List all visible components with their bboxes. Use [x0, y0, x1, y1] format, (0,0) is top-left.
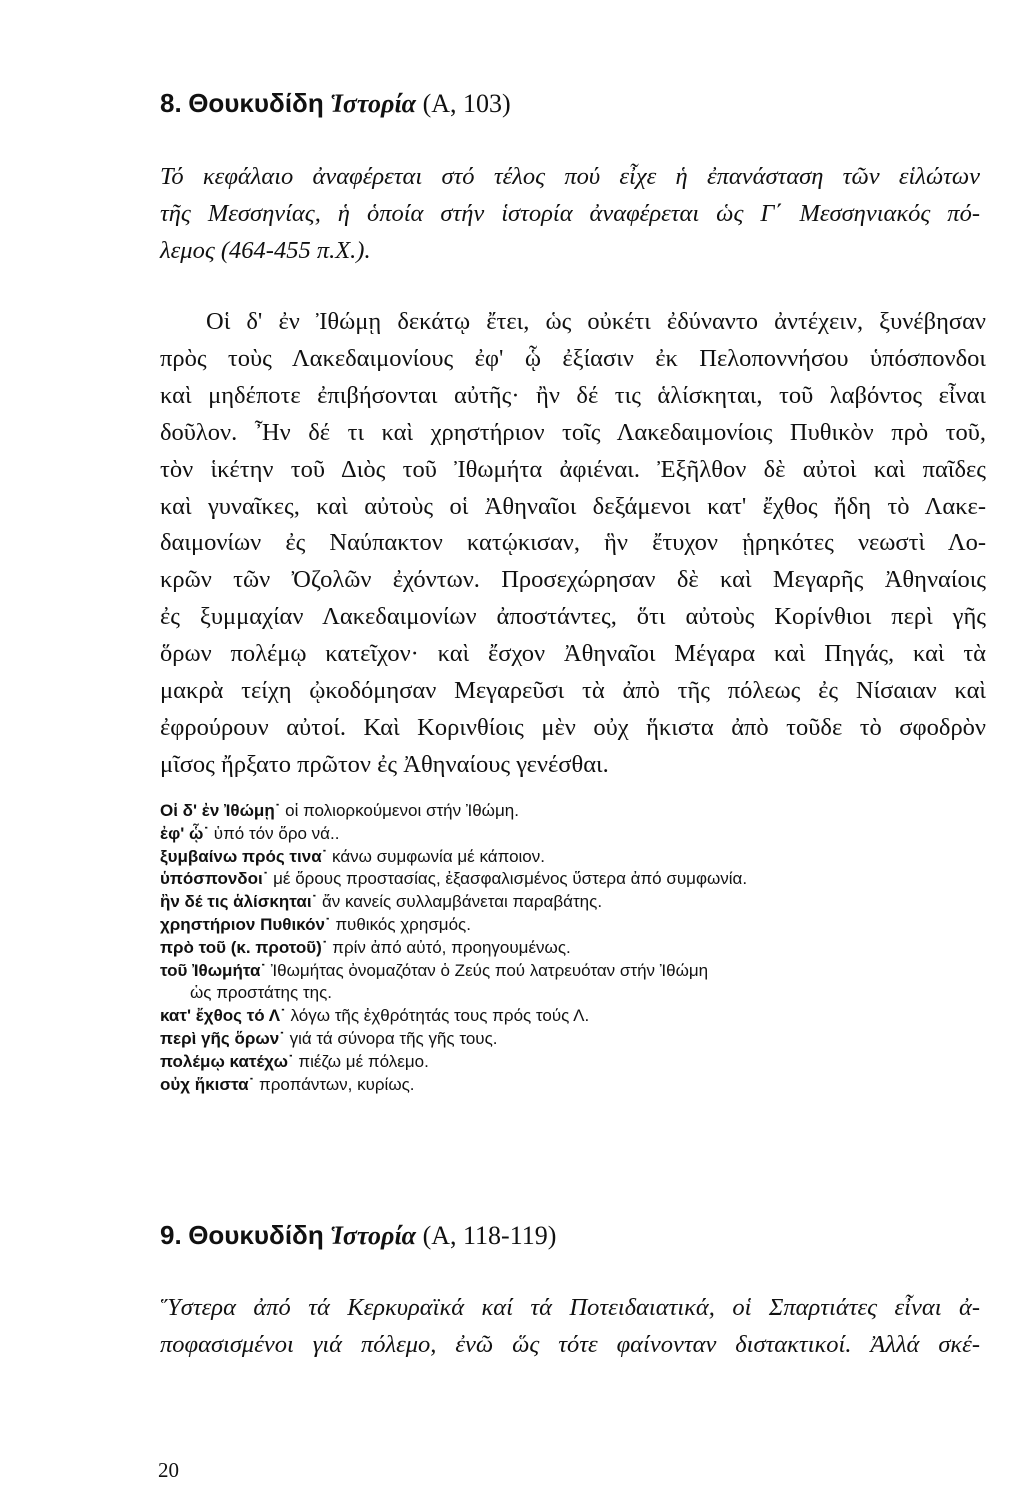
text-line: τὸν ἱκέτην τοῦ Διὸς τοῦ Ἰθωμήτα ἀφιέναι. Ἐξῆλθον δὲ αὐτοὶ καὶ παῖδες	[160, 455, 986, 483]
glossary-entry	[160, 823, 990, 846]
glossary-definition: οἱ πολιορκούμενοι στήν Ἰθώμη.	[285, 801, 519, 820]
glossary-term: πολέμῳ κατέχω˙	[160, 1051, 294, 1071]
text-line: ἐς ξυμμαχίαν Λακεδαιμονίων ἀποστάντες, ὅτι αὐτοὺς Κορίνθιοι περὶ γῆς	[160, 603, 986, 631]
section-9-reference: (Α, 118-119)	[422, 1221, 557, 1250]
glossary-entry	[160, 1051, 990, 1074]
glossary-term: ὑπόσπονδοι˙	[160, 869, 269, 889]
glossary-term: οὐχ ἥκιστα˙	[160, 1074, 255, 1094]
glossary-definition: κάνω συμφωνία μέ κάποιον.	[332, 846, 545, 866]
glossary-definition: πρίν ἀπό αὐτό, προηγουμένως.	[332, 937, 571, 957]
glossary-term: πρὸ τοῦ (κ. προτοῦ)˙	[160, 937, 328, 957]
glossary-definition: ἄν κανείς συλλαμβάνεται παραβάτης.	[321, 892, 603, 912]
intro-line: Τό κεφάλαιο ἀναφέρεται στό τέλος πού εἶχε ἡ ἐπανάσταση τῶν εἱλώτων	[160, 163, 980, 190]
intro-line: λεμος (464-455 π.Χ.).	[160, 237, 371, 264]
glossary-definition: γιά τά σύνορα τῆς γῆς τους.	[289, 1028, 498, 1048]
text-line: δοῦλον. Ἦν δέ τι καὶ χρηστήριον τοῖς Λακεδαιμονίοις Πυθικὸν πρὸ τοῦ,	[160, 418, 986, 446]
section-9-author: Θουκυδίδη	[188, 1220, 324, 1250]
glossary-term: χρηστήριον Πυθικόν˙	[160, 914, 331, 934]
section-8-heading	[160, 88, 511, 119]
text-line: πρὸς τοὺς Λακεδαιμονίους ἐφ' ᾧ ἐξίασιν ἐκ Πελοποννήσου ὑπόσπονδοι	[160, 344, 986, 372]
glossary-entry	[160, 1005, 990, 1028]
section-8-greek-text	[160, 304, 986, 784]
text-line: ἐφρούρουν αὐτοί. Καὶ Κορινθίοις μὲν οὐχ ἥκιστα ἀπὸ τοῦδε τὸ σφοδρὸν	[160, 713, 986, 741]
section-8-author: Θουκυδίδη	[188, 88, 324, 118]
glossary-entry	[160, 868, 990, 891]
glossary-entry	[160, 937, 990, 960]
glossary-term: κατ' ἔχθος τό Λ˙	[160, 1006, 286, 1026]
section-9-heading	[160, 1220, 556, 1251]
glossary-definition: μέ ὅρους προστασίας, ἐξασφαλισμένος ὕστερα ἀπό συμφωνία.	[273, 869, 748, 889]
glossary-entry	[160, 846, 990, 869]
glossary-continuation: ὡς προστάτης της.	[190, 983, 333, 1003]
glossary-definition: προπάντων, κυρίως.	[258, 1074, 415, 1094]
text-line: καὶ γυναῖκες, καὶ αὐτοὺς οἱ Ἀθηναῖοι δεξάμενοι κατ' ἔχθος ἤδη τὸ Λακε-	[160, 492, 986, 520]
text-line: δαιμονίων ἐς Ναύπακτον κατῴκισαν, ἣν ἔτυχον ᾑρηκότες νεωστὶ Λο-	[160, 529, 986, 557]
intro-line: ποφασισμένοι γιά πόλεμο, ἐνῶ ὥς τότε φαίνονταν διστακτικοί. Ἀλλά σκέ-	[160, 1331, 980, 1358]
glossary-term: ξυμβαίνω πρός τινα˙	[160, 846, 328, 866]
glossary-term: ἢν δέ τις ἁλίσκηται˙	[160, 892, 318, 912]
section-8-glossary	[160, 800, 990, 1096]
glossary-entry	[160, 891, 990, 914]
intro-line: τῆς Μεσσηνίας, ἡ ὁποία στήν ἱστορία ἀναφέρεται ὡς Γ΄ Μεσσηνιακός πό-	[160, 200, 980, 227]
glossary-entry	[160, 1028, 990, 1051]
glossary-entry	[160, 800, 990, 823]
glossary-definition: πιέζω μέ πόλεμο.	[298, 1051, 429, 1071]
text-line: μακρὰ τείχη ᾠκοδόμησαν Μεγαρεῦσι τὰ ἀπὸ τῆς πόλεως ἐς Νίσαιαν καὶ	[160, 677, 986, 705]
glossary-entry	[160, 914, 990, 937]
text-line: Οἱ δ' ἐν Ἰθώμῃ δεκάτῳ ἔτει, ὡς οὐκέτι ἐδύναντο ἀντέχειν, ξυνέβησαν	[206, 308, 986, 335]
glossary-definition: ὑπό τόν ὅρο νά..	[213, 823, 340, 843]
glossary-term: ἐφ' ᾧ˙	[160, 823, 210, 843]
glossary-term: τοῦ Ἰθωμήτα˙	[160, 960, 267, 980]
section-8-number: 8.	[160, 88, 182, 118]
glossary-entry	[160, 960, 990, 983]
glossary-term: περὶ γῆς ὅρων˙	[160, 1028, 285, 1048]
page-number: 20	[158, 1458, 179, 1482]
section-9-work: Ἱστορία	[330, 1221, 417, 1250]
intro-line: Ὕστερα ἀπό τά Κερκυραϊκά καί τά Ποτειδαιατικά, οἱ Σπαρτιάτες εἶναι ἀ-	[160, 1294, 980, 1321]
text-line: μῖσος ἤρξατο πρῶτον ἐς Ἀθηναίους γενέσθαι.	[160, 750, 609, 778]
section-9-intro	[160, 1289, 980, 1363]
section-8-intro	[160, 158, 980, 269]
glossary-definition: λόγω τῆς ἐχθρότητάς τους πρός τούς Λ.	[290, 1006, 590, 1026]
section-8-work: Ἱστορία	[330, 89, 417, 118]
glossary-definition: Ἰθωμήτας ὀνομαζόταν ὁ Ζεύς πού λατρευόταν στήν Ἰθώμη	[270, 960, 709, 980]
text-line: καὶ μηδέποτε ἐπιβήσονται αὐτῆς· ἢν δέ τις ἁλίσκηται, τοῦ λαβόντος εἶναι	[160, 381, 986, 409]
section-9-number: 9.	[160, 1220, 182, 1250]
text-line: ὅρων πολέμῳ κατεῖχον· καὶ ἔσχον Ἀθηναῖοι Μέγαρα καὶ Πηγάς, καὶ τὰ	[160, 640, 986, 668]
text-line: κρῶν τῶν Ὀζολῶν ἐχόντων. Προσεχώρησαν δὲ καὶ Μεγαρῆς Ἀθηναίοις	[160, 566, 986, 594]
glossary-entry	[160, 1074, 990, 1097]
section-8-reference: (Α, 103)	[422, 89, 511, 118]
glossary-term: Οἱ δ' ἐν Ἰθώμῃ˙	[160, 801, 281, 820]
glossary-definition: πυθικός χρησμός.	[335, 914, 471, 934]
